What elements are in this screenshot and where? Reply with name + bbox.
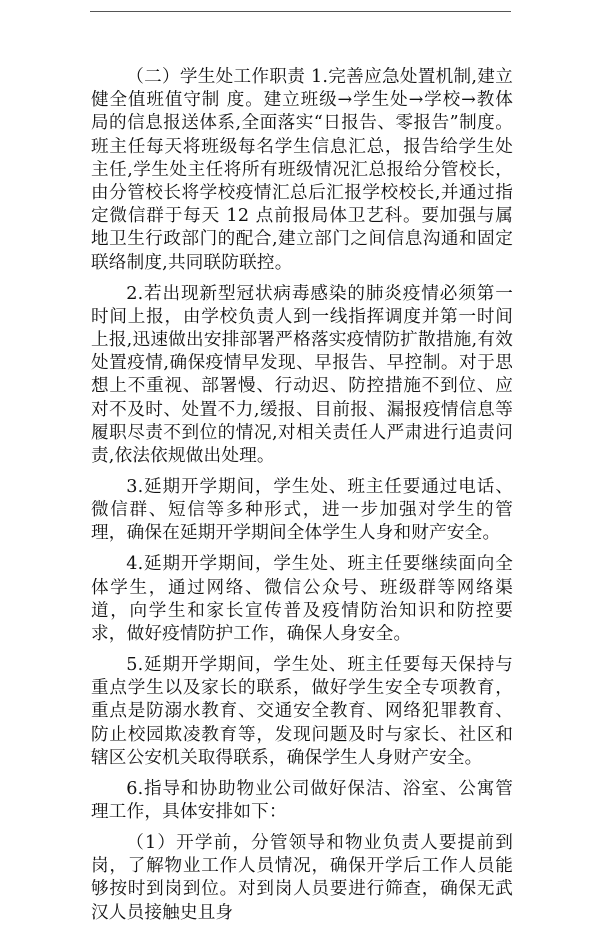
paragraph-student-management: 3.延期开学期间，学生处、班主任要通过电话、微信群、短信等多种形式，进一步加强对学生的管理，确保在延期开学期间全体学生人身和财产安全。: [91, 477, 513, 544]
paragraph-pre-opening-arrangement: （1）开学前，分管领导和物业负责人要提前到岗，了解物业工作人员情况，确保开学后工作人员能够按时到岗到位。对到岗人员要进行筛查，确保无武汉人员接触史且身: [91, 833, 513, 923]
paragraph-safety-education: 5.延期开学期间，学生处、班主任要每天保持与重点学生以及家长的联系，做好学生安全专项教育，重点是防溺水教育、交通安全教育、网络犯罪教育、防止校园欺凌教育等，发现问题及时与家长、社区和辖区公安机关取得联系，确保学生人身财产安全。: [91, 655, 513, 768]
paragraph-property-management: 6.指导和协助物业公司做好保洁、浴室、公寓管理工作，具体安排如下：: [91, 778, 513, 823]
paragraph-student-office-duties: （二）学生处工作职责 1.完善应急处置机制,建立健全值班值守制 度。建立班级→学生处→学校→教体局的信息报送体系,全面落实“日报告、零报告”制度。班主任每天将班级每名学生信息汇总，报告给学生处主任,学生处主任将所有班级情况汇总报给分管校长，由分管校长将学校疫情汇总后汇报学校校长,并通过指定微信群于每天 12 点前报局体卫艺科。要加强与属地卫生行政部门的配合,建立部门之间信息沟通和固定联络制度,共同联防联控。: [91, 67, 513, 273]
document-body: [91, 66, 513, 925]
paragraph-outbreak-reporting: 2.若出现新型冠状病毒感染的肺炎疫情必须第一时间上报，由学校负责人到一线指挥调度并第一时间上报,迅速做出安排部署严格落实疫情防扩散措施,有效处置疫情,确保疫情早发现、早报告、早控制。对于思想上不重视、部署慢、行动迟、防控措施不到位、应对不及时、处置不力,缓报、目前报、漏报疫情信息等履职尽责不到位的情况,对相关责任人严肃进行追责问责,依法依规做出处理。: [91, 283, 513, 467]
header-rule: [90, 11, 511, 12]
paragraph-prevention-education: 4.延期开学期间，学生处、班主任要继续面向全体学生，通过网络、微信公众号、班级群等网络渠道，向学生和家长宣传普及疫情防治知识和防控要求，做好疫情防护工作，确保人身安全。: [91, 554, 513, 645]
